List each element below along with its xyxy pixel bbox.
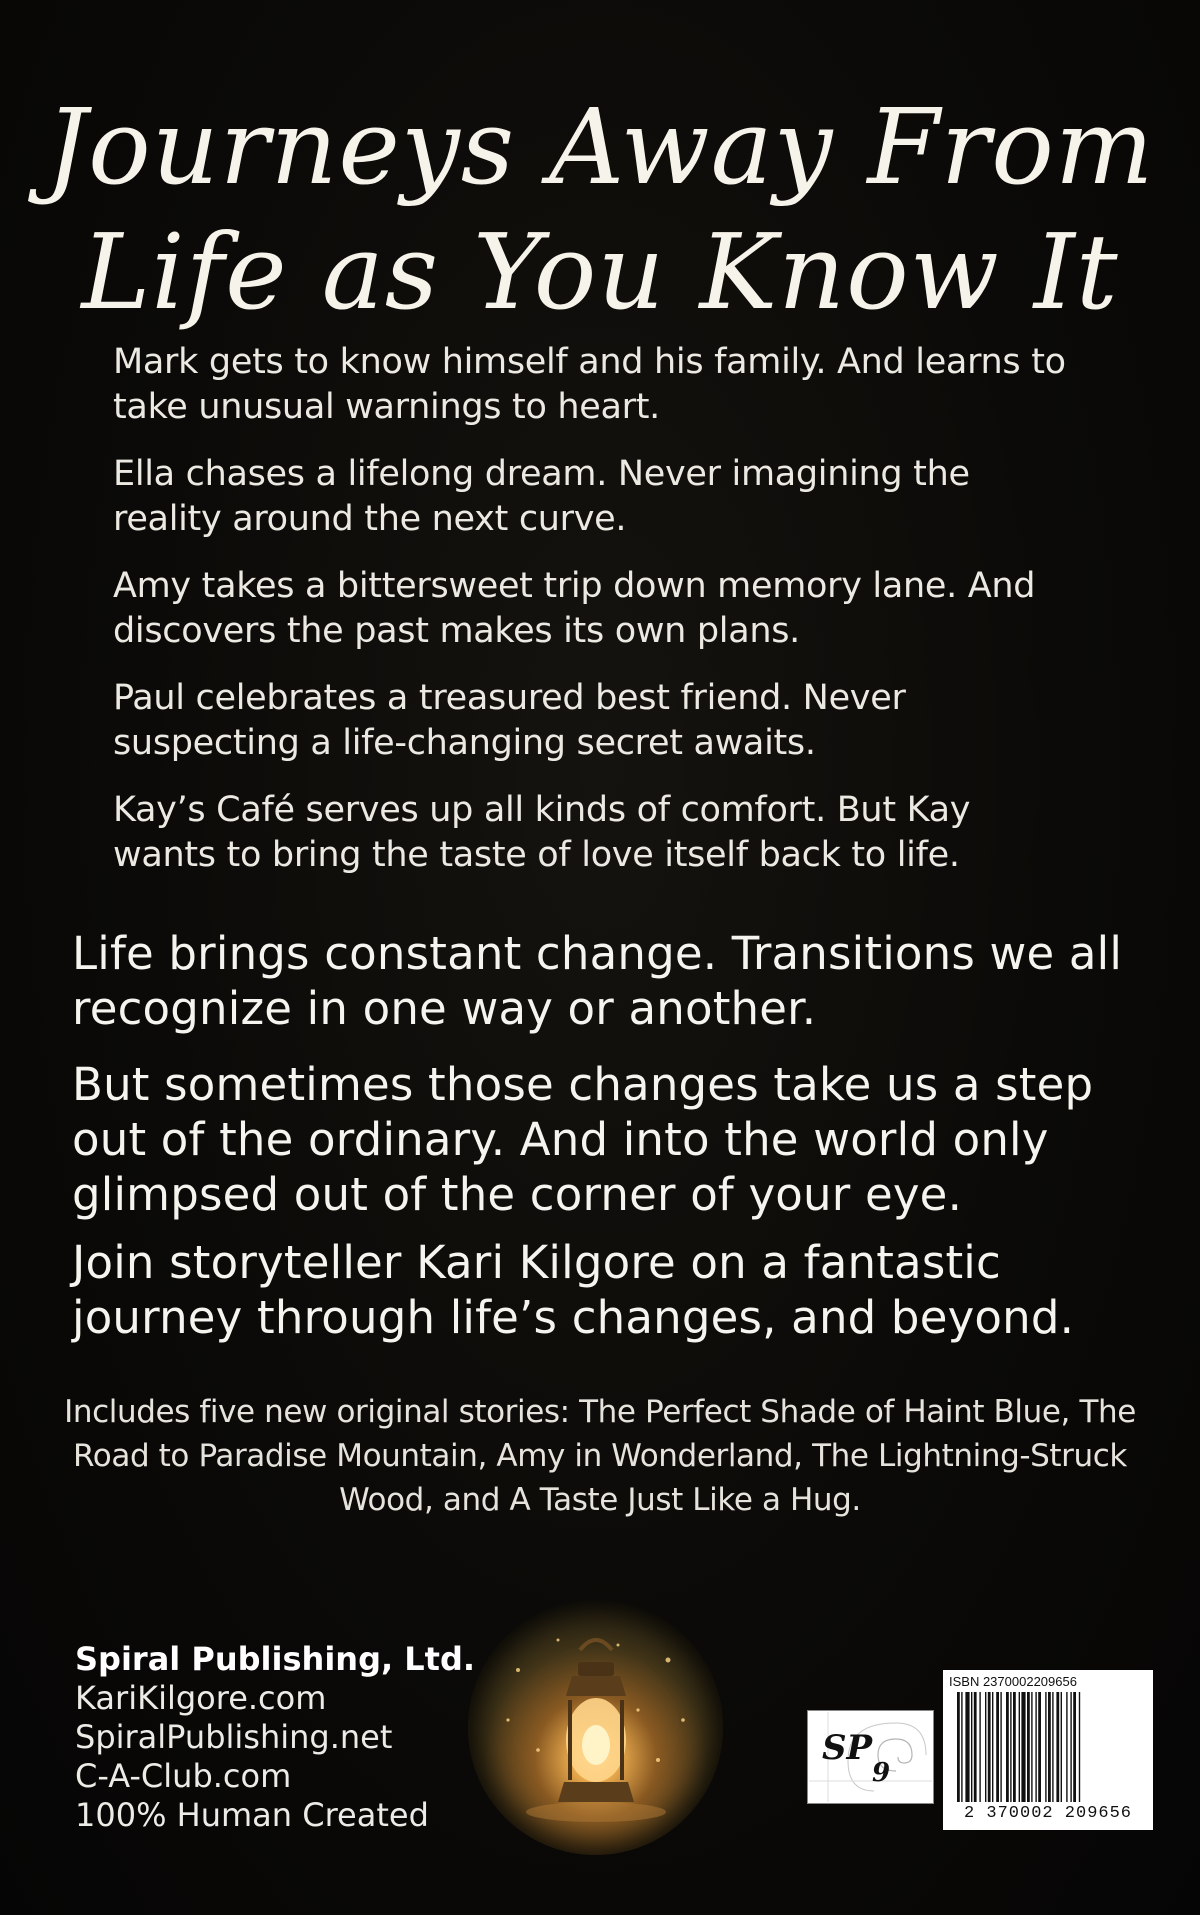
spiral-logo-icon: [808, 1711, 933, 1803]
blurb-mark: Mark gets to know himself and his family. And learns to take unusual warnings to heart.: [113, 342, 1066, 427]
isbn-digits: 2 370002 209656: [963, 1804, 1133, 1823]
lantern-icon: [468, 1600, 723, 1855]
paragraph-join: Join storyteller Kari Kilgore on a fantastic journey through life’s changes, and beyond.: [72, 1236, 1075, 1344]
publisher-site-kari: KariKilgore.com: [75, 1679, 327, 1717]
title-line-2: Life as You Know It: [81, 211, 1119, 333]
paragraph-change: Life brings constant change. Transitions we all recognize in one way or another.: [72, 927, 1123, 1035]
barcode-bars: [943, 1692, 1153, 1804]
blurb-ella: Ella chases a lifelong dream. Never imagining the reality around the next curve.: [113, 454, 970, 539]
title-line-1: Journeys Away From: [45, 86, 1155, 208]
includes-stories: Includes five new original stories: The Perfect Shade of Haint Blue, The Road to Paradise Mountain, Amy in Wonderland, The Lightning-Struck Wood, and A Taste Just Like a Hug.: [64, 1394, 1136, 1518]
paragraph-ordinary: But sometimes those changes take us a step out of the ordinary. And into the world only glimpsed out of the corner of your eye.: [72, 1058, 1094, 1221]
publisher-site-club: C-A-Club.com: [75, 1757, 292, 1795]
logo-letters: SP: [822, 1728, 873, 1768]
publisher-info: [75, 1640, 475, 1835]
isbn-barcode: [943, 1670, 1153, 1830]
blurb-paul: Paul celebrates a treasured best friend. Never suspecting a life-changing secret awaits.: [113, 678, 906, 763]
sp9-logo: [807, 1710, 934, 1804]
blurb-kay: Kay’s Café serves up all kinds of comfort. But Kay wants to bring the taste of love itself back to life.: [113, 790, 971, 875]
story-blurbs: [113, 340, 1073, 900]
human-created-note: 100% Human Created: [75, 1796, 429, 1834]
logo-number: 9: [872, 1758, 891, 1788]
publisher-site-spiral: SpiralPublishing.net: [75, 1718, 393, 1756]
blurb-amy: Amy takes a bittersweet trip down memory lane. And discovers the past makes its own plans.: [113, 566, 1036, 651]
publisher-name: Spiral Publishing, Ltd.: [75, 1640, 476, 1678]
isbn-label: ISBN 2370002209656: [949, 1674, 1077, 1689]
lantern-image: [468, 1600, 723, 1855]
